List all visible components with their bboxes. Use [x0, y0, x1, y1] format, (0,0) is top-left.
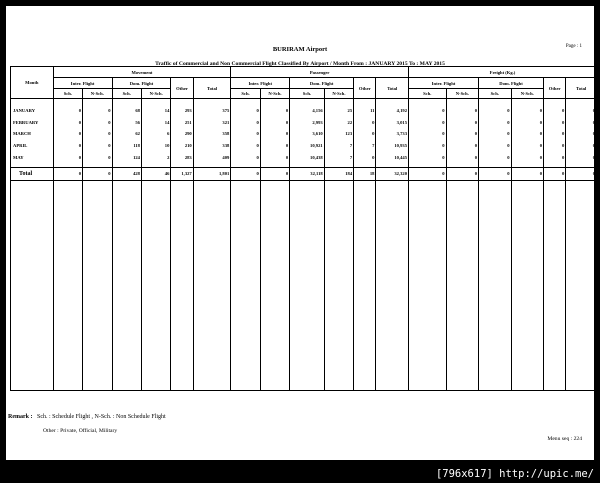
value-cell: 0: [354, 117, 376, 129]
spacer-cell: [354, 180, 376, 390]
table-row: [11, 151, 597, 163]
table-row: [11, 128, 597, 140]
nsch-header: N-Sch.: [324, 89, 353, 99]
spacer-row: [11, 180, 597, 390]
value-cell: 0: [566, 128, 597, 140]
remark-line-1: [8, 414, 166, 420]
value-cell: 4,156: [290, 99, 325, 117]
total-value-cell: 18: [354, 167, 376, 180]
month-cell: MARCH: [11, 128, 54, 140]
freight-dom-header: Dom. Flight: [479, 78, 544, 89]
total-label-cell: Total: [11, 167, 54, 180]
value-cell: 0: [511, 117, 543, 129]
spacer-cell: [260, 180, 289, 390]
movement-other-header: Other: [171, 78, 193, 99]
month-cell: APRIL: [11, 140, 54, 152]
value-cell: 0: [231, 151, 260, 163]
value-cell: 0: [544, 151, 566, 163]
total-value-cell: 0: [511, 167, 543, 180]
passenger-inter-header: Inter. Flight: [231, 78, 290, 89]
value-cell: 0: [511, 151, 543, 163]
value-cell: 0: [479, 99, 511, 117]
spacer-cell: [544, 180, 566, 390]
passenger-other-header: Other: [354, 78, 376, 99]
total-value-cell: 0: [83, 167, 112, 180]
value-cell: 0: [83, 151, 112, 163]
spacer-cell: [11, 180, 54, 390]
value-cell: 10,921: [290, 140, 325, 152]
value-cell: 290: [171, 128, 193, 140]
value-cell: 0: [409, 128, 447, 140]
sch-header: Sch.: [112, 89, 141, 99]
value-cell: 0: [544, 128, 566, 140]
value-cell: 10,445: [376, 151, 409, 163]
value-cell: 0: [231, 117, 260, 129]
value-cell: 0: [479, 151, 511, 163]
value-cell: 0: [566, 151, 597, 163]
value-cell: 0: [544, 99, 566, 117]
value-cell: 14: [141, 99, 170, 117]
value-cell: 123: [324, 128, 353, 140]
total-value-cell: 184: [324, 167, 353, 180]
sch-header: Sch.: [409, 89, 447, 99]
value-cell: 0: [83, 99, 112, 117]
sch-header: Sch.: [231, 89, 260, 99]
header-row-groups: [11, 67, 597, 78]
value-cell: 62: [112, 128, 141, 140]
movement-dom-header: Dom. Flight: [112, 78, 171, 89]
value-cell: 3,610: [290, 128, 325, 140]
table-body: [11, 99, 597, 391]
month-cell: JANUARY: [11, 99, 54, 117]
spacer-cell: [83, 180, 112, 390]
total-value-cell: 46: [141, 167, 170, 180]
month-header: Month: [11, 67, 54, 99]
month-cell: FEBRUARY: [11, 117, 54, 129]
value-cell: 0: [479, 128, 511, 140]
value-cell: 0: [566, 99, 597, 117]
value-cell: 0: [479, 117, 511, 129]
total-value-cell: 1,327: [171, 167, 193, 180]
value-cell: 0: [511, 128, 543, 140]
spacer-cell: [171, 180, 193, 390]
value-cell: 321: [193, 117, 231, 129]
value-cell: 0: [511, 140, 543, 152]
value-cell: 0: [260, 117, 289, 129]
value-cell: 0: [83, 140, 112, 152]
freight-total-header: Total: [566, 78, 597, 99]
nsch-header: N-Sch.: [141, 89, 170, 99]
spacer-cell: [566, 180, 597, 390]
value-cell: 25: [324, 99, 353, 117]
sch-header: Sch.: [290, 89, 325, 99]
value-cell: 0: [409, 151, 447, 163]
total-value-cell: 0: [479, 167, 511, 180]
spacer-cell: [409, 180, 447, 390]
value-cell: 22: [324, 117, 353, 129]
value-cell: 124: [112, 151, 141, 163]
freight-header: Freight (Kg.): [409, 67, 597, 78]
sch-header: Sch.: [53, 89, 82, 99]
table-row: [11, 117, 597, 129]
report-title: BURIRAM Airport: [272, 46, 328, 53]
header-row-subgroups: [11, 78, 597, 89]
value-cell: 0: [479, 140, 511, 152]
value-cell: 2: [141, 151, 170, 163]
value-cell: 7: [324, 140, 353, 152]
spacer-cell: [53, 180, 82, 390]
value-cell: 0: [53, 99, 82, 117]
value-cell: 0: [446, 151, 478, 163]
value-cell: 409: [193, 151, 231, 163]
value-cell: 11: [354, 99, 376, 117]
value-cell: 0: [53, 151, 82, 163]
table-row: [11, 99, 597, 117]
freight-other-header: Other: [544, 78, 566, 99]
value-cell: 3,015: [376, 117, 409, 129]
spacer-cell: [290, 180, 325, 390]
value-cell: 0: [260, 99, 289, 117]
remark-label: Remark :: [8, 414, 33, 420]
value-cell: 0: [544, 140, 566, 152]
value-cell: 283: [171, 151, 193, 163]
value-cell: 10: [141, 140, 170, 152]
page-number: Page : 1: [565, 44, 582, 49]
movement-inter-header: Inter. Flight: [53, 78, 112, 89]
total-value-cell: 0: [446, 167, 478, 180]
value-cell: 0: [446, 99, 478, 117]
value-cell: 0: [409, 140, 447, 152]
remark-line-2: Other : Private, Official, Military: [43, 428, 118, 434]
value-cell: 10,935: [376, 140, 409, 152]
movement-total-header: Total: [193, 78, 231, 99]
value-cell: 0: [566, 117, 597, 129]
total-value-cell: 0: [53, 167, 82, 180]
spacer-cell: [141, 180, 170, 390]
value-cell: 0: [231, 128, 260, 140]
value-cell: 0: [53, 117, 82, 129]
value-cell: 251: [171, 117, 193, 129]
value-cell: 14: [141, 117, 170, 129]
total-value-cell: 0: [566, 167, 597, 180]
total-value-cell: 0: [231, 167, 260, 180]
report-subtitle: Traffic of Commercial and Non Commercial Flight Classified By Airport / Month From : JANUARY 2015 To : MAY 2015: [155, 61, 445, 67]
value-cell: 6: [141, 128, 170, 140]
spacer-cell: [193, 180, 231, 390]
passenger-total-header: Total: [376, 78, 409, 99]
total-value-cell: 32,118: [290, 167, 325, 180]
sch-header: Sch.: [479, 89, 511, 99]
value-cell: 293: [171, 99, 193, 117]
month-cell: MAY: [11, 151, 54, 163]
value-cell: 0: [544, 117, 566, 129]
value-cell: 0: [409, 117, 447, 129]
value-cell: 7: [324, 151, 353, 163]
menu-seq: Menu seq : 224: [547, 436, 582, 442]
value-cell: 0: [566, 140, 597, 152]
total-value-cell: 0: [409, 167, 447, 180]
total-value-cell: 32,320: [376, 167, 409, 180]
value-cell: 10,438: [290, 151, 325, 163]
spacer-cell: [511, 180, 543, 390]
value-cell: 0: [231, 99, 260, 117]
value-cell: 4,192: [376, 99, 409, 117]
nsch-header: N-Sch.: [446, 89, 478, 99]
remark-text-1: Sch. : Schedule Flight , N-Sch. : Non Schedule Flight: [37, 414, 166, 420]
value-cell: 56: [112, 117, 141, 129]
nsch-header: N-Sch.: [83, 89, 112, 99]
value-cell: 2,993: [290, 117, 325, 129]
freight-inter-header: Inter. Flight: [409, 78, 479, 89]
value-cell: 0: [260, 140, 289, 152]
value-cell: 0: [83, 128, 112, 140]
value-cell: 0: [511, 99, 543, 117]
value-cell: 0: [260, 128, 289, 140]
total-value-cell: 1,801: [193, 167, 231, 180]
table-row: [11, 140, 597, 152]
value-cell: 0: [354, 128, 376, 140]
value-cell: 0: [53, 128, 82, 140]
value-cell: 0: [231, 140, 260, 152]
spacer-cell: [324, 180, 353, 390]
header-row-sch: [11, 89, 597, 99]
passenger-header: Passenger: [231, 67, 409, 78]
value-cell: 338: [193, 140, 231, 152]
value-cell: 7: [354, 140, 376, 152]
value-cell: 0: [354, 151, 376, 163]
value-cell: 118: [112, 140, 141, 152]
value-cell: 375: [193, 99, 231, 117]
value-cell: 0: [53, 140, 82, 152]
value-cell: 0: [446, 140, 478, 152]
spacer-cell: [446, 180, 478, 390]
total-row: [11, 167, 597, 180]
spacer-cell: [112, 180, 141, 390]
watermark: [796x617] http://upic.me/: [435, 468, 594, 480]
total-value-cell: 0: [260, 167, 289, 180]
passenger-dom-header: Dom. Flight: [290, 78, 354, 89]
total-value-cell: 0: [544, 167, 566, 180]
value-cell: 0: [83, 117, 112, 129]
value-cell: 3,733: [376, 128, 409, 140]
nsch-header: N-Sch.: [511, 89, 543, 99]
traffic-table: [10, 66, 597, 391]
value-cell: 0: [409, 99, 447, 117]
value-cell: 0: [260, 151, 289, 163]
value-cell: 210: [171, 140, 193, 152]
total-value-cell: 428: [112, 167, 141, 180]
movement-header: Movement: [53, 67, 231, 78]
spacer-cell: [479, 180, 511, 390]
value-cell: 0: [446, 128, 478, 140]
value-cell: 358: [193, 128, 231, 140]
value-cell: 0: [446, 117, 478, 129]
nsch-header: N-Sch.: [260, 89, 289, 99]
value-cell: 68: [112, 99, 141, 117]
spacer-cell: [231, 180, 260, 390]
spacer-cell: [376, 180, 409, 390]
